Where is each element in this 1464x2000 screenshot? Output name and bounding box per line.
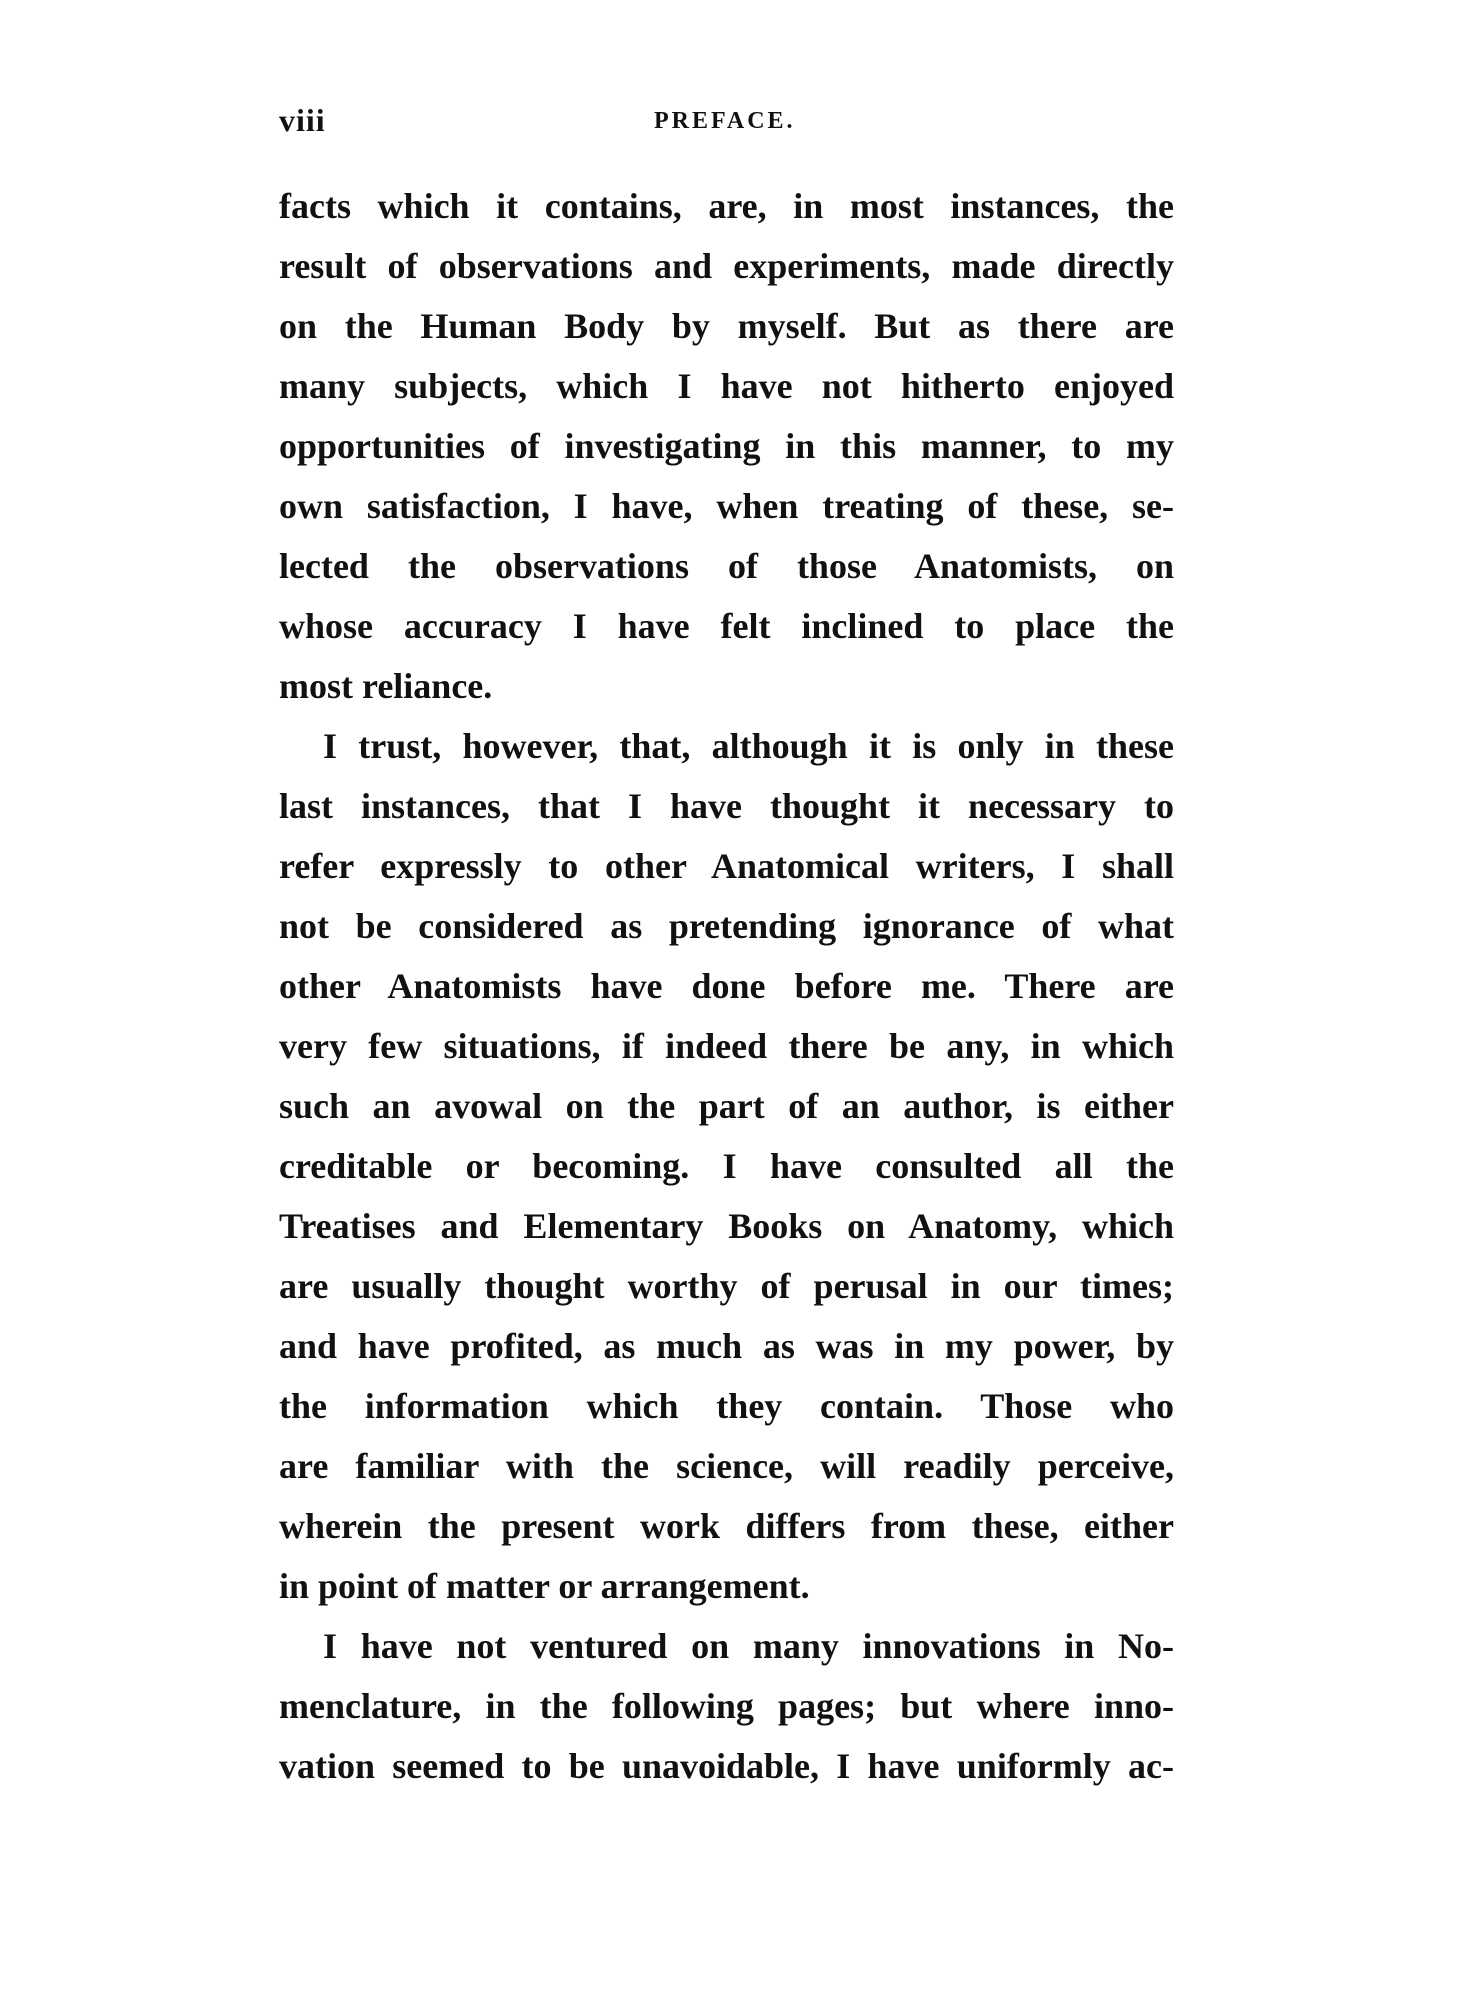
text-line: other Anatomists have done before me. There are — [279, 966, 1174, 1006]
text-line: and have profited, as much as was in my power, by — [279, 1326, 1174, 1366]
text-line: own satisfaction, I have, when treating of these, se- — [279, 486, 1174, 526]
text-line: wherein the present work differs from these, either — [279, 1506, 1174, 1546]
text-line: I have not ventured on many innovations in No- — [323, 1626, 1174, 1666]
text-line: result of observations and experiments, made directly — [279, 246, 1174, 286]
text-line: lected the observations of those Anatomists, on — [279, 546, 1174, 586]
text-line: whose accuracy I have felt inclined to place the — [279, 606, 1174, 646]
text-line: facts which it contains, are, in most instances, the — [279, 186, 1174, 226]
text-line: the information which they contain. Those who — [279, 1386, 1174, 1426]
text-line: not be considered as pretending ignorance of what — [279, 906, 1174, 946]
page-header — [279, 102, 1174, 152]
text-line: last instances, that I have thought it necessary to — [279, 786, 1174, 826]
body-text — [279, 176, 1174, 1796]
text-line: such an avowal on the part of an author, is either — [279, 1086, 1174, 1126]
text-line: creditable or becoming. I have consulted all the — [279, 1146, 1174, 1186]
text-line: opportunities of investigating in this manner, to my — [279, 426, 1174, 466]
text-line: are usually thought worthy of perusal in our times; — [279, 1266, 1174, 1306]
page-number: viii — [279, 102, 326, 138]
text-line: very few situations, if indeed there be any, in which — [279, 1026, 1174, 1066]
text-line: are familiar with the science, will readily perceive, — [279, 1446, 1174, 1486]
text-line: many subjects, which I have not hitherto enjoyed — [279, 366, 1174, 406]
text-line: refer expressly to other Anatomical writers, I shall — [279, 846, 1174, 886]
text-line: Treatises and Elementary Books on Anatomy, which — [279, 1206, 1174, 1246]
running-head: PREFACE. — [654, 108, 796, 134]
text-line: in point of matter or arrangement. — [279, 1566, 810, 1606]
text-line: vation seemed to be unavoidable, I have uniformly ac- — [279, 1746, 1174, 1786]
text-line: menclature, in the following pages; but where inno- — [279, 1686, 1174, 1726]
text-line: I trust, however, that, although it is only in these — [323, 726, 1174, 766]
text-line: on the Human Body by myself. But as there are — [279, 306, 1174, 346]
text-line: most reliance. — [279, 666, 493, 706]
